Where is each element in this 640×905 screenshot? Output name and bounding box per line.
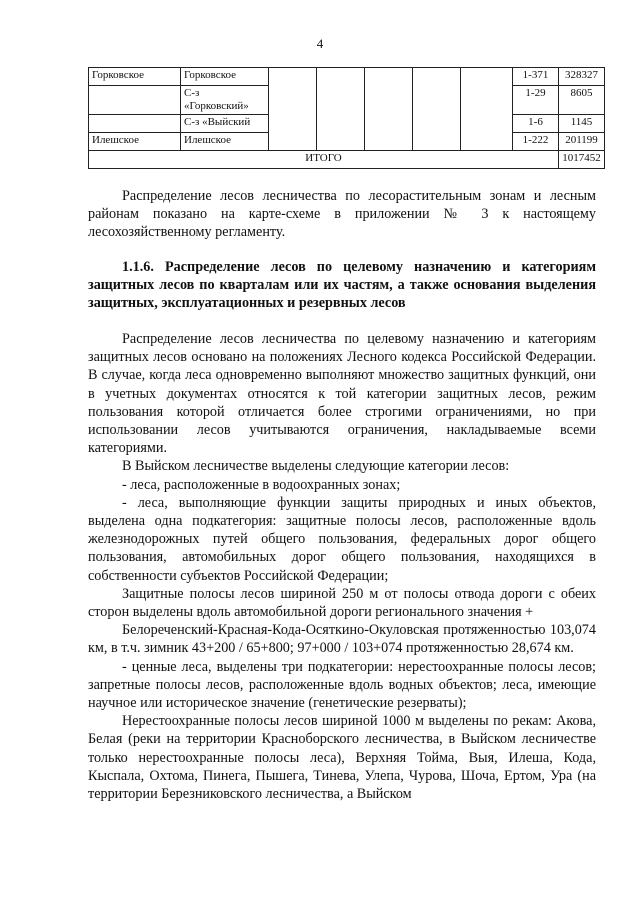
table-cell-empty bbox=[413, 68, 461, 151]
body-paragraph: Распределение лесов лесничества по целевому назначению и категориям защитных лесов основано на положениях Лесного кодекса Российской Федерации. В случае, когда леса одновременно выполняют множество защитных функций, они в учетных документах относятся к той категории защитных лесов, режим пользования которой отличается более строгими ограничениями, но при использовании лесов учитываются ограничения, накладываемые всеми категориями. bbox=[88, 331, 596, 457]
table-cell-district: Горковское bbox=[89, 68, 181, 86]
table-total-row bbox=[89, 151, 605, 169]
body-paragraph: Защитные полосы лесов шириной 250 м от полосы отвода дороги с обеих сторон выделены вдоль автомобильной дороги регионального значения + bbox=[88, 585, 596, 621]
table-cell-subdivision: С-з «Горковский» bbox=[181, 86, 269, 115]
body-paragraph: Нерестоохранные полосы лесов шириной 1000 м выделены по рекам: Акова, Белая (реки на территории Красноборского лесничества, в Выйском лесничестве только нерестоохранные полосы леса), Верхняя Тойма, Выя, Илеша, Кода, Кыспала, Охтома, Пинега, Пышега, Тинева, Улепа, Чурова, Шоча, Ертом, Ура (на территории Березниковского лесничества, а Выйском bbox=[88, 713, 596, 803]
table-cell-empty bbox=[461, 68, 513, 151]
table-cell-area: 1145 bbox=[559, 115, 605, 133]
table-cell-quarters: 1-6 bbox=[513, 115, 559, 133]
forest-distribution-table bbox=[88, 67, 605, 169]
body-paragraph: - леса, расположенные в водоохранных зонах; bbox=[122, 476, 401, 493]
table-cell-quarters: 1-222 bbox=[513, 133, 559, 151]
table-cell-empty bbox=[365, 68, 413, 151]
table-cell-district bbox=[89, 115, 181, 133]
page-number: 4 bbox=[316, 36, 324, 51]
intro-paragraph: Распределение лесов лесничества по лесорастительным зонам и лесным районам показано на карте-схеме в приложении № 3 к настоящему лесохозяйственному регламенту. bbox=[88, 188, 596, 241]
table-cell-empty bbox=[317, 68, 365, 151]
total-value: 1017452 bbox=[559, 151, 605, 169]
table-cell-area: 8605 bbox=[559, 86, 605, 115]
table-cell-district bbox=[89, 86, 181, 115]
table-cell-subdivision: Илешское bbox=[181, 133, 269, 151]
table-cell-area: 201199 bbox=[559, 133, 605, 151]
section-heading: 1.1.6. Распределение лесов по целевому назначению и категориям защитных лесов по кварталам или их частям, а также основания выделения защитных, эксплуатационных и резервных лесов bbox=[88, 259, 596, 312]
table-row bbox=[89, 68, 605, 86]
body-paragraph: Белореченский-Красная-Кода-Осяткино-Окуловская протяженностью 103,074 км, в т.ч. зимник 43+200 / 65+800; 97+000 / 103+074 протяженностью 28,674 км. bbox=[88, 622, 596, 657]
table-cell-district: Илешское bbox=[89, 133, 181, 151]
table-cell-subdivision: Горковское bbox=[181, 68, 269, 86]
body-paragraph: - ценные леса, выделены три подкатегории: нерестоохранные полосы лесов; запретные полосы лесов, расположенные вдоль водных объектов; леса, имеющие научное или историческое значение (генетические резерваты); bbox=[88, 658, 596, 712]
total-label: ИТОГО bbox=[89, 151, 559, 169]
table-cell-empty bbox=[269, 68, 317, 151]
table-cell-area: 328327 bbox=[559, 68, 605, 86]
table-cell-subdivision: С-з «Выйский bbox=[181, 115, 269, 133]
body-paragraph: В Выйском лесничестве выделены следующие категории лесов: bbox=[122, 458, 510, 475]
table-cell-quarters: 1-29 bbox=[513, 86, 559, 115]
body-text bbox=[88, 330, 596, 803]
intro-block bbox=[88, 187, 596, 242]
body-paragraph: - леса, выполняющие функции защиты природных и иных объектов, выделена одна подкатегория: защитные полосы лесов, расположенные вдоль железнодорожных путей общего пользования, федеральных дорог общего пользования, автомобильных дорог общего пользования, находящихся в собственности субъектов Российской Федерации; bbox=[88, 494, 596, 584]
section-heading-block bbox=[88, 258, 596, 313]
table-cell-quarters: 1-371 bbox=[513, 68, 559, 86]
